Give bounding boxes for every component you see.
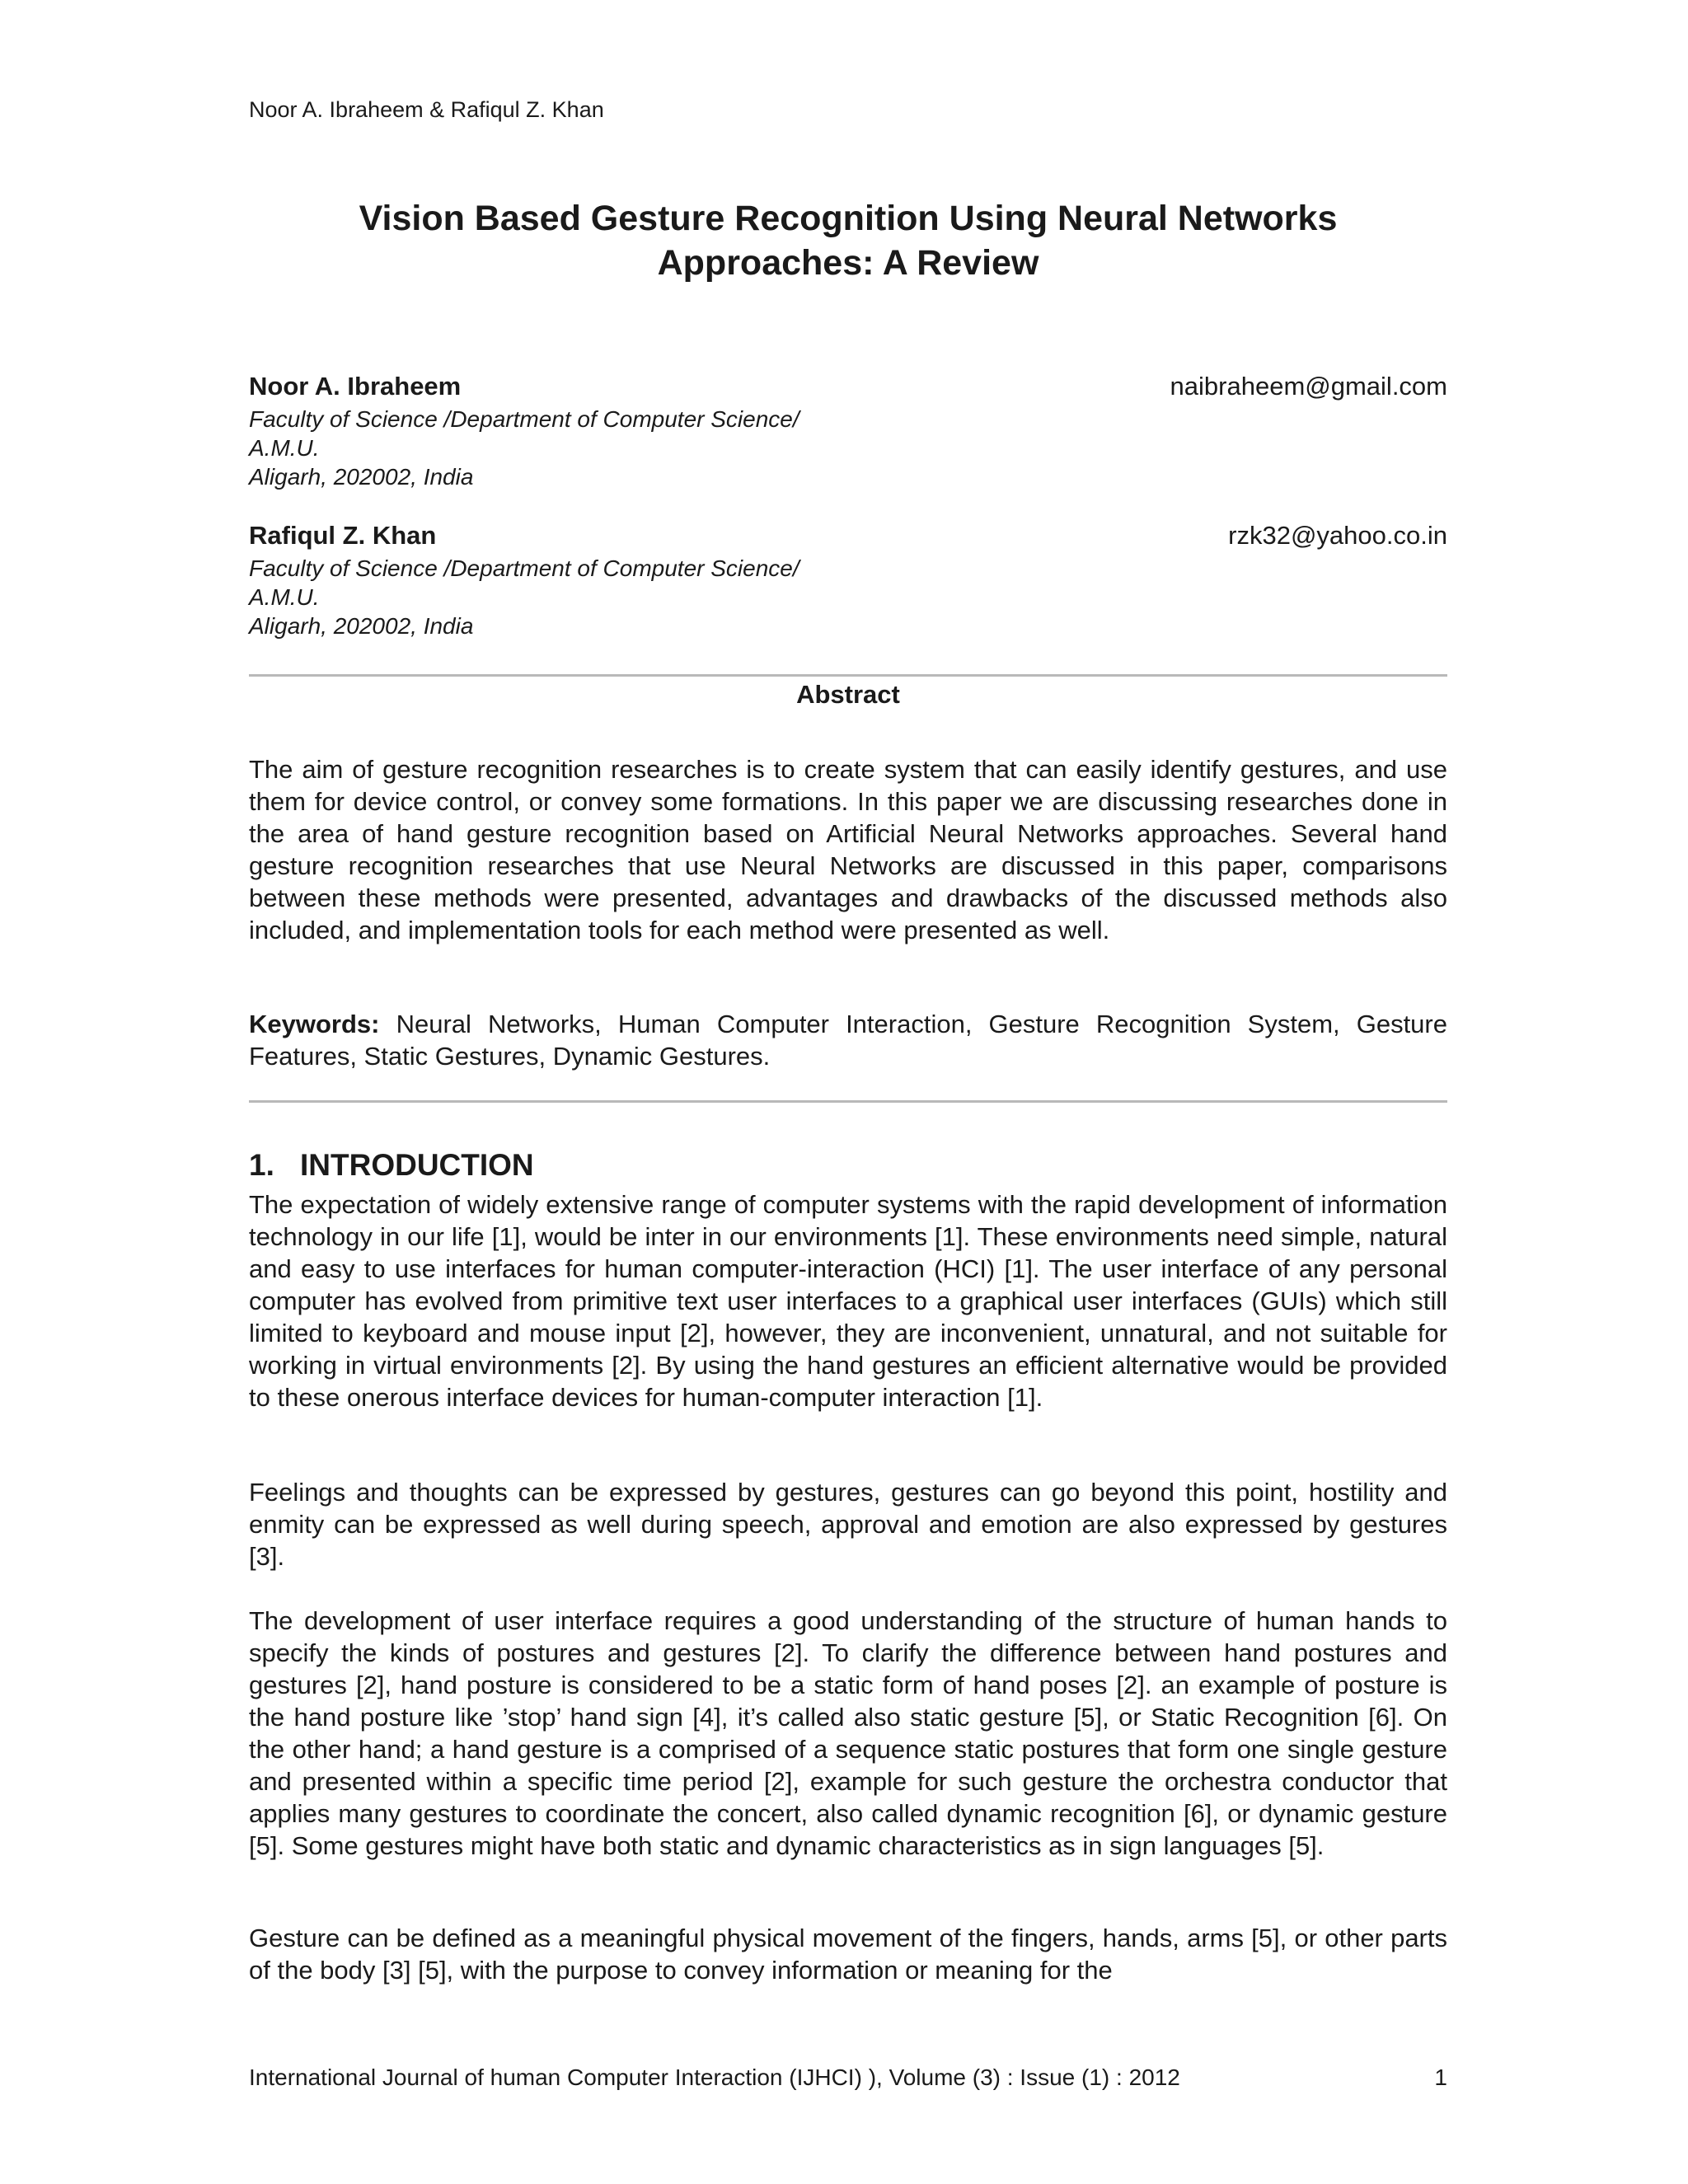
running-header: Noor A. Ibraheem & Rafiqul Z. Khan: [249, 97, 604, 122]
author-affiliation: Faculty of Science /Department of Computer Science/: [249, 555, 799, 581]
divider-rule: [249, 1100, 1447, 1103]
journal-citation: International Journal of human Computer Interaction (IJHCI) ), Volume (3) : Issue (1) : 2012: [249, 2064, 1180, 2090]
author-block-1: [249, 372, 1447, 491]
author-affiliation: A.M.U.: [249, 435, 320, 461]
author-name: Rafiqul Z. Khan: [249, 521, 437, 550]
author-email: naibraheem@gmail.com: [1170, 372, 1447, 401]
divider-rule: [249, 674, 1447, 677]
author-block-2: [249, 521, 1447, 640]
author-affiliation: A.M.U.: [249, 584, 320, 610]
author-affiliation: Aligarh, 202002, India: [249, 464, 474, 490]
body-paragraph: The development of user interface requires a good understanding of the structure of human hands to specify the kinds of postures and gestures [2]. To clarify the difference between hand postures and gestures [2], hand posture is considered to be a static form of hand poses [2]. an example of posture is the hand posture like ’stop’ hand sign [4], it’s called also static gesture [5], or Static Recognition [6]. On the other hand; a hand gesture is a comprised of a sequence static postures that form one single gesture and presented within a specific time period [2], example for such gesture the orchestra conductor that applies many gestures to coordinate the concert, also called dynamic recognition [6], or dynamic gesture [5]. Some gestures might have both static and dynamic characteristics as in sign languages [5].: [249, 1606, 1447, 1860]
keywords-label: Keywords:: [249, 1010, 380, 1038]
abstract-text: The aim of gesture recognition researches is to create system that can easily identify gestures, and use them for device control, or convey some formations. In this paper we are discussing researches done in the area of hand gesture recognition based on Artificial Neural Networks approaches. Several hand gesture recognition researches that use Neural Networks are discussed in this paper, comparisons between these methods were presented, advantages and drawbacks of the discussed methods also included, and implementation tools for each method were presented as well.: [249, 755, 1447, 944]
section-title: INTRODUCTION: [300, 1148, 534, 1182]
paper-title-line-1: Vision Based Gesture Recognition Using Neural Networks: [359, 199, 1338, 238]
section-heading: [249, 1148, 534, 1183]
keywords-text: Neural Networks, Human Computer Interaction, Gesture Recognition System, Gesture Features, Static Gestures, Dynamic Gestures.: [249, 1010, 1447, 1071]
author-email: rzk32@yahoo.co.in: [1228, 521, 1447, 550]
paper-title: [249, 196, 1447, 285]
body-paragraph: Gesture can be defined as a meaningful physical movement of the fingers, hands, arms [5], or other parts of the body [3] [5], with the purpose to convey information or meaning for the: [249, 1924, 1447, 1985]
section-number: 1.: [249, 1148, 274, 1182]
body-paragraph: The expectation of widely extensive range of computer systems with the rapid development of information technology in our life [1], would be inter in our environments [1]. These environments need simple, natural and easy to use interfaces for human computer-interaction (HCI) [1]. The user interface of any personal computer has evolved from primitive text user interfaces to a graphical user interfaces (GUIs) which still limited to keyboard and mouse input [2], however, they are inconvenient, unnatural, and not suitable for working in virtual environments [2]. By using the hand gestures an efficient alternative would be provided to these onerous interface devices for human-computer interaction [1].: [249, 1190, 1447, 1412]
body-paragraph: Feelings and thoughts can be expressed by gestures, gestures can go beyond this point, hostility and enmity can be expressed as well during speech, approval and emotion are also expressed by gestures [3].: [249, 1478, 1447, 1571]
page-number: 1: [1434, 2064, 1447, 2090]
keywords: [249, 1008, 1447, 1072]
abstract-heading: Abstract: [796, 680, 900, 709]
author-affiliation: Aligarh, 202002, India: [249, 613, 474, 639]
paper-title-line-2: Approaches: A Review: [657, 243, 1039, 283]
author-name: Noor A. Ibraheem: [249, 372, 462, 401]
author-affiliation: Faculty of Science /Department of Computer Science/: [249, 406, 799, 432]
